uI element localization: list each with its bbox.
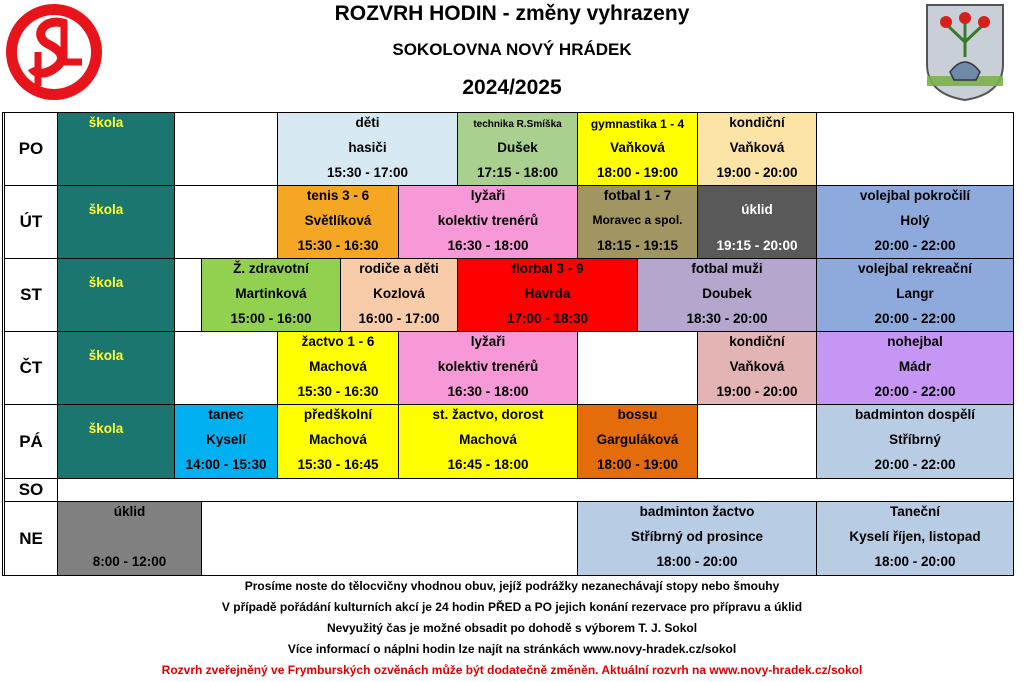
- schedule-cell: žactvo 1 - 6 Machová 15:30 - 16:30: [277, 331, 399, 405]
- schedule-cell: [57, 478, 1014, 502]
- schedule-cell: [174, 258, 202, 332]
- footer-note: Prosíme noste do tělocvičny vhodnou obuv, jejíž podrážky nezanechávají stopy nebo šmouhy: [244, 579, 780, 593]
- schedule-cell: škola: [57, 331, 175, 405]
- page-subtitle: SOKOLOVNA NOVÝ HRÁDEK: [392, 40, 632, 59]
- schedule-cell: kondiční Vaňková 19:00 - 20:00: [697, 331, 817, 405]
- schedule-cell: florbal 3 - 9 Havrda 17:00 - 18:30: [457, 258, 638, 332]
- footer-note: Nevyužitý čas je možné obsadit po dohodě s výborem T. J. Sokol: [326, 621, 698, 635]
- schedule-table: [2, 112, 1014, 576]
- schedule-cell: škola: [57, 112, 175, 186]
- schedule-cell: volejbal rekreační Langr 20:00 - 22:00: [816, 258, 1014, 332]
- schedule-cell: škola: [57, 185, 175, 259]
- page-title: ROZVRH HODIN - změny vyhrazeny: [334, 2, 690, 25]
- schedule-cell: předškolní Machová 15:30 - 16:45: [277, 404, 399, 479]
- schedule-cell: kondiční Vaňková 19:00 - 20:00: [697, 112, 817, 186]
- schedule-cell: volejbal pokročilí Holý 20:00 - 22:00: [816, 185, 1014, 259]
- school-year: 2024/2025: [462, 76, 562, 99]
- schedule-cell: technika R.Smíška Dušek 17:15 - 18:00: [457, 112, 578, 186]
- schedule-cell: lyžaři kolektiv trenérů 16:30 - 18:00: [398, 331, 578, 405]
- day-label: NE: [4, 501, 58, 576]
- schedule-cell: Taneční Kyselí říjen, listopad 18:00 - 20:00: [816, 501, 1014, 576]
- schedule-cell: rodiče a děti Kozlová 16:00 - 17:00: [340, 258, 458, 332]
- schedule-cell: badminton žactvo Stříbrný od prosince 18:00 - 20:00: [577, 501, 817, 576]
- day-label: ÚT: [4, 185, 58, 259]
- schedule-cell: tanec Kyselí 14:00 - 15:30: [174, 404, 278, 479]
- day-label: ČT: [4, 331, 58, 405]
- schedule-cell: [174, 331, 278, 405]
- schedule-cell: děti hasiči 15:30 - 17:00: [277, 112, 458, 186]
- schedule-cell: nohejbal Mádr 20:00 - 22:00: [816, 331, 1014, 405]
- schedule-cell: bossu Garguláková 18:00 - 19:00: [577, 404, 698, 479]
- schedule-cell: škola: [57, 258, 175, 332]
- schedule-cell: badminton dospělí Stříbrný 20:00 - 22:00: [816, 404, 1014, 479]
- schedule-cell: [697, 404, 817, 479]
- footer-warning: Rozvrh zveřejněný ve Frymburských ozvěnách může být dodatečně změněn. Aktuální rozvrh na www.novy-hradek.cz/sokol: [161, 663, 863, 677]
- schedule-cell: [174, 112, 278, 186]
- footer-note: V případě pořádání kulturních akcí je 24 hodin PŘED a PO jejich konání rezervace pro přípravu a úklid: [221, 600, 803, 614]
- schedule-cell: st. žactvo, dorost Machová 16:45 - 18:00: [398, 404, 578, 479]
- schedule-cell: tenis 3 - 6 Světlíková 15:30 - 16:30: [277, 185, 399, 259]
- schedule-cell: [201, 501, 578, 576]
- schedule-cell: lyžaři kolektiv trenérů 16:30 - 18:00: [398, 185, 578, 259]
- schedule-cell: fotbal muži Doubek 18:30 - 20:00: [637, 258, 817, 332]
- schedule-cell: [816, 112, 1014, 186]
- schedule-cell: škola: [57, 404, 175, 479]
- day-label: SO: [4, 478, 58, 502]
- day-label: PO: [4, 112, 58, 186]
- schedule-cell: [577, 331, 698, 405]
- schedule-cell: úklid 8:00 - 12:00: [57, 501, 202, 576]
- schedule-cell: fotbal 1 - 7 Moravec a spol. 18:15 - 19:15: [577, 185, 698, 259]
- day-label: PÁ: [4, 404, 58, 479]
- day-label: ST: [4, 258, 58, 332]
- footer-note: Více informací o náplni hodin lze najít na stránkách www.novy-hradek.cz/sokol: [287, 642, 737, 656]
- schedule-cell: [174, 185, 278, 259]
- schedule-cell: Ž. zdravotní Martinková 15:00 - 16:00: [201, 258, 341, 332]
- schedule-cell: gymnastika 1 - 4 Vaňková 18:00 - 19:00: [577, 112, 698, 186]
- schedule-cell: úklid 19:15 - 20:00: [697, 185, 817, 259]
